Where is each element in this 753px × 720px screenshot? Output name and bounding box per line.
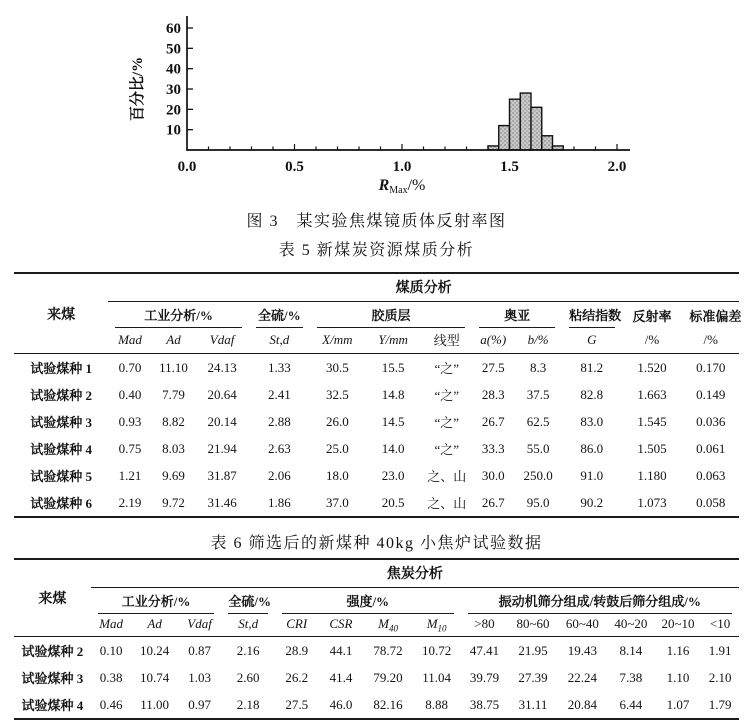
group-header: 工业分析/% (91, 588, 221, 615)
column-header: Ad (152, 328, 196, 354)
data-cell: 38.75 (469, 696, 500, 712)
data-cell: 86.0 (580, 440, 604, 456)
data-cell: 27.5 (285, 696, 309, 712)
table-row (14, 691, 739, 719)
table-row (14, 354, 739, 382)
y-tick-label: 10 (166, 122, 181, 139)
group-header: 全硫/% (221, 588, 275, 615)
data-cell: 2.19 (118, 494, 142, 510)
column-header: 40~20 (607, 614, 655, 637)
x-tick-label: 1.5 (500, 159, 519, 175)
data-cell: 2.16 (236, 642, 260, 658)
data-cell: 1.520 (637, 359, 667, 375)
data-cell: 2.63 (267, 440, 291, 456)
data-cell: 1.663 (637, 386, 667, 402)
data-cell: 8.3 (530, 359, 547, 375)
y-tick-label: 60 (166, 21, 181, 37)
column-header: CRI (275, 614, 319, 637)
data-cell: 8.82 (162, 413, 185, 429)
data-cell: 1.505 (637, 440, 667, 456)
data-cell: 44.1 (329, 642, 353, 658)
column-header: $M_{40}$ (363, 614, 412, 637)
data-cell: 33.3 (481, 440, 505, 456)
data-cell: “之” (434, 388, 460, 403)
data-cell: 37.5 (526, 386, 550, 402)
x-tick-label: 0.0 (177, 159, 197, 175)
data-cell: 11.00 (140, 696, 170, 712)
reflectance-histogram-chart (0, 0, 753, 198)
data-cell: 9.72 (162, 494, 185, 510)
column-header: Vdaf (178, 614, 222, 637)
x-axis-label: RMax/% (378, 177, 426, 196)
data-cell: 21.94 (207, 440, 237, 456)
row-label: 试验煤种 1 (30, 361, 92, 376)
data-cell: 7.38 (619, 669, 643, 685)
x-tick-label: 2.0 (607, 159, 627, 175)
data-cell: 之、山 (427, 469, 467, 484)
data-cell: 78.72 (373, 642, 403, 658)
group-header: 粘结指数 (562, 302, 621, 329)
data-cell: 1.10 (666, 669, 690, 685)
coke-oven-test-table (14, 558, 739, 720)
data-cell: 0.40 (118, 386, 142, 402)
column-header: CSR (318, 614, 363, 637)
data-cell: 27.5 (481, 359, 505, 375)
data-cell: 0.70 (118, 359, 142, 375)
y-tick-label: 50 (166, 41, 181, 58)
data-cell: 0.97 (188, 696, 211, 712)
data-cell: 14.5 (381, 413, 405, 429)
column-header: Vdaf (195, 328, 249, 354)
data-cell: 23.0 (381, 467, 405, 483)
data-cell: 95.0 (526, 494, 550, 510)
group-header: 反射率 (632, 308, 672, 324)
data-cell: 9.69 (162, 467, 185, 483)
column-header: <10 (701, 614, 739, 637)
data-cell: 8.03 (162, 440, 185, 456)
data-cell: 27.39 (518, 669, 548, 685)
x-tick-label: 1.0 (392, 159, 412, 175)
data-cell: 82.16 (373, 696, 403, 712)
data-cell: 2.06 (267, 467, 291, 483)
data-cell: 0.061 (696, 440, 726, 456)
column-header: a(%) (472, 328, 514, 354)
data-cell: 250.0 (523, 467, 553, 483)
histogram-bar (531, 107, 542, 150)
data-cell: 55.0 (526, 440, 550, 456)
data-cell: 1.79 (708, 696, 732, 712)
data-cell: 2.60 (236, 669, 260, 685)
data-cell: 83.0 (580, 413, 604, 429)
data-cell: 22.24 (567, 669, 597, 685)
table-row (14, 462, 739, 489)
stub-header: 来煤 (14, 559, 91, 637)
data-cell: 31.87 (207, 467, 237, 483)
data-cell: 26.0 (325, 413, 349, 429)
table-row (14, 435, 739, 462)
data-cell: 6.44 (619, 696, 643, 712)
group-header: 振动机筛分组成/转鼓后筛分组成/% (461, 588, 739, 615)
column-header: Y/mm (365, 328, 422, 354)
y-tick-label: 20 (166, 102, 181, 119)
data-cell: 0.93 (118, 413, 142, 429)
data-cell: 1.86 (267, 494, 291, 510)
column-header: Mad (91, 614, 132, 637)
data-cell: 2.18 (236, 696, 260, 712)
data-cell: 0.058 (696, 494, 726, 510)
data-cell: 62.5 (526, 413, 550, 429)
data-cell: “之” (434, 361, 460, 376)
group-header: 标准偏差 (689, 308, 742, 324)
histogram-bar (520, 93, 531, 150)
data-cell: 1.21 (118, 467, 142, 483)
data-cell: 20.64 (207, 386, 237, 402)
column-header: /% (622, 328, 683, 354)
data-cell: 1.33 (267, 359, 291, 375)
data-cell: 10.72 (422, 642, 452, 658)
data-cell: 26.2 (285, 669, 309, 685)
data-cell: 30.0 (481, 467, 505, 483)
row-label: 试验煤种 4 (21, 698, 84, 713)
data-cell: 8.14 (619, 642, 643, 658)
table5-caption: 表 5 新煤炭资源煤质分析 (278, 242, 475, 259)
row-label: 试验煤种 3 (30, 415, 92, 430)
data-cell: 37.0 (325, 494, 349, 510)
axes (187, 16, 630, 150)
stub-header: 来煤 (14, 273, 108, 354)
data-cell: 28.9 (285, 642, 309, 658)
row-label: 试验煤种 4 (30, 442, 92, 457)
data-cell: 2.41 (267, 386, 291, 402)
data-cell: 0.10 (99, 642, 123, 658)
column-header: >80 (461, 614, 509, 637)
table-row (14, 381, 739, 408)
spanning-header: 焦炭分析 (91, 559, 739, 588)
data-cell: 1.03 (188, 669, 211, 685)
data-cell: 30.5 (325, 359, 349, 375)
data-cell: 7.79 (162, 386, 185, 402)
group-header: 胶质层 (310, 302, 472, 329)
histogram-bar (499, 126, 510, 150)
row-label: 试验煤种 2 (21, 644, 84, 659)
data-cell: 0.38 (99, 669, 123, 685)
data-cell: 24.13 (207, 359, 237, 375)
histogram-bar (542, 136, 553, 150)
column-header: b/% (514, 328, 562, 354)
data-cell: 21.95 (518, 642, 548, 658)
data-cell: 18.0 (325, 467, 349, 483)
data-cell: 26.7 (481, 494, 505, 510)
table-row (14, 489, 739, 517)
reflectance-figure (0, 0, 753, 198)
data-cell: 46.0 (329, 696, 353, 712)
data-cell: 31.46 (207, 494, 237, 510)
data-cell: 10.24 (140, 642, 170, 658)
y-tick-label: 40 (166, 61, 181, 78)
y-axis-label: 百分比/% (130, 56, 146, 122)
column-header: St,d (249, 328, 310, 354)
data-cell: 32.5 (325, 386, 349, 402)
table-row (14, 637, 739, 665)
data-cell: “之” (434, 415, 460, 430)
data-cell: 11.04 (422, 669, 452, 685)
data-cell: 91.0 (580, 467, 604, 483)
x-tick-label: 0.5 (285, 159, 304, 175)
data-cell: 15.5 (381, 359, 405, 375)
figure-caption: 图 3 某实验焦煤镜质体反射率图 (246, 213, 507, 230)
column-header: /% (682, 328, 739, 354)
data-cell: 1.16 (666, 642, 690, 658)
data-cell: 0.170 (696, 359, 726, 375)
group-header: 强度/% (275, 588, 461, 615)
data-cell: 11.10 (159, 359, 188, 375)
column-header: X/mm (310, 328, 365, 354)
row-label: 试验煤种 6 (30, 496, 92, 511)
table-row (14, 408, 739, 435)
data-cell: 20.84 (567, 696, 597, 712)
table6-caption: 表 6 筛选后的新煤种 40kg 小焦炉试验数据 (210, 535, 543, 552)
group-header: 全硫/% (249, 302, 310, 329)
table-row (14, 664, 739, 691)
column-header: Ad (131, 614, 177, 637)
data-cell: 82.8 (580, 386, 604, 402)
data-cell: 25.0 (325, 440, 349, 456)
data-cell: 之、山 (427, 496, 467, 511)
data-cell: 26.7 (481, 413, 505, 429)
group-header: 工业分析/% (108, 302, 249, 329)
data-cell: 0.87 (188, 642, 211, 658)
data-cell: “之” (434, 442, 460, 457)
data-cell: 1.545 (637, 413, 667, 429)
data-cell: 90.2 (580, 494, 604, 510)
data-cell: 41.4 (329, 669, 353, 685)
data-cell: 10.74 (140, 669, 170, 685)
data-cell: 1.07 (666, 696, 690, 712)
data-cell: 2.10 (708, 669, 732, 685)
data-cell: 39.79 (469, 669, 500, 685)
data-cell: 20.14 (207, 413, 237, 429)
data-cell: 0.063 (696, 467, 726, 483)
row-label: 试验煤种 5 (30, 469, 92, 484)
column-header: 线型 (421, 328, 472, 354)
data-cell: 0.149 (696, 386, 726, 402)
column-header: St,d (221, 614, 275, 637)
group-header: 奥亚 (472, 302, 562, 329)
data-cell: 2.88 (267, 413, 291, 429)
data-cell: 20.5 (381, 494, 405, 510)
data-cell: 8.88 (425, 696, 448, 712)
data-cell: 0.75 (118, 440, 142, 456)
data-cell: 0.036 (696, 413, 726, 429)
row-label: 试验煤种 3 (21, 671, 84, 686)
data-cell: 31.11 (518, 696, 548, 712)
column-header: Mad (108, 328, 152, 354)
row-label: 试验煤种 2 (30, 388, 92, 403)
data-cell: 1.91 (708, 642, 732, 658)
column-header: 60~40 (558, 614, 607, 637)
data-cell: 1.073 (637, 494, 667, 510)
column-header: 80~60 (508, 614, 557, 637)
data-cell: 14.8 (381, 386, 405, 402)
coal-quality-analysis-table (14, 272, 742, 518)
histogram-bar (510, 99, 521, 150)
data-cell: 0.46 (99, 696, 123, 712)
y-tick-label: 30 (166, 82, 181, 98)
column-header: G (562, 328, 621, 354)
data-cell: 81.2 (580, 359, 604, 375)
data-cell: 19.43 (567, 642, 597, 658)
data-cell: 28.3 (481, 386, 505, 402)
data-cell: 47.41 (469, 642, 500, 658)
data-cell: 14.0 (381, 440, 405, 456)
column-header: 20~10 (655, 614, 701, 637)
data-cell: 1.180 (637, 467, 667, 483)
column-header: $M_{10}$ (413, 614, 461, 637)
data-cell: 79.20 (373, 669, 403, 685)
spanning-header: 煤质分析 (108, 273, 739, 302)
